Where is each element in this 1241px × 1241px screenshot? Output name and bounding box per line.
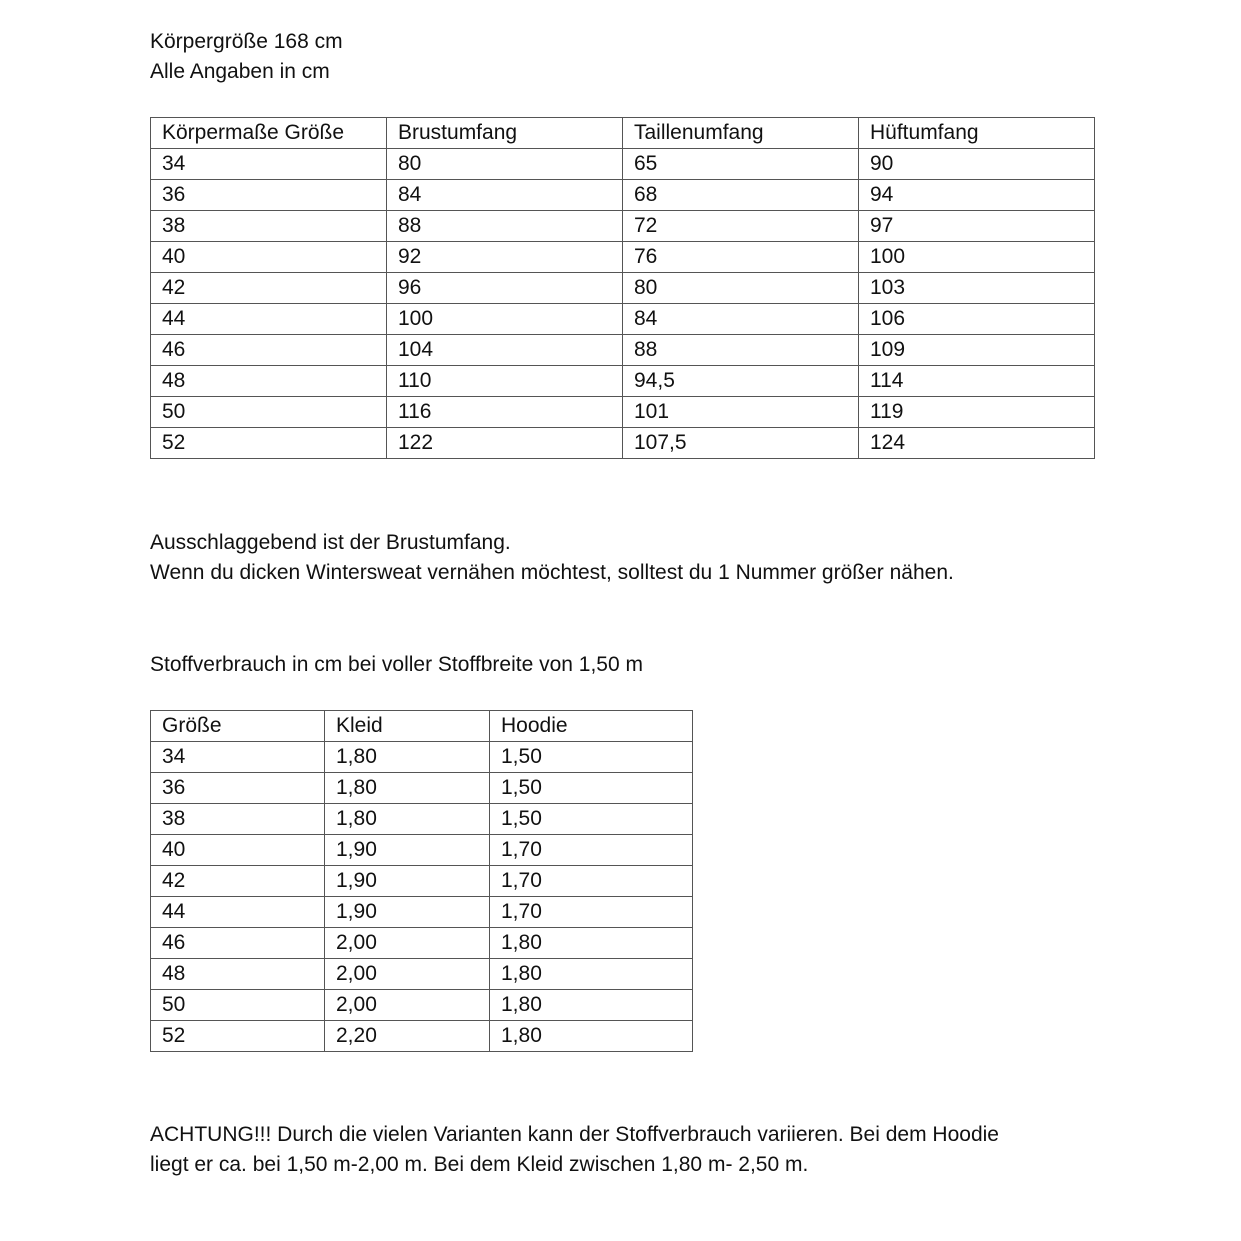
table-cell: 104 xyxy=(387,335,623,366)
table-cell: 1,80 xyxy=(325,742,490,773)
table-cell: 1,50 xyxy=(490,742,693,773)
table-cell: 1,70 xyxy=(490,835,693,866)
table-cell: 40 xyxy=(151,835,325,866)
table-cell: 1,90 xyxy=(325,835,490,866)
table-cell: 97 xyxy=(859,211,1095,242)
table-cell: 101 xyxy=(623,397,859,428)
table-cell: 40 xyxy=(151,242,387,273)
table-header-row xyxy=(151,711,693,742)
table-cell: 46 xyxy=(151,335,387,366)
table-row xyxy=(151,897,693,928)
table-cell: 38 xyxy=(151,211,387,242)
table-cell: 1,80 xyxy=(325,773,490,804)
table-row xyxy=(151,304,1095,335)
table-cell: 1,80 xyxy=(490,1021,693,1052)
table-cell: 107,5 xyxy=(623,428,859,459)
table-cell: 88 xyxy=(623,335,859,366)
winter-sweat-note: Wenn du dicken Wintersweat vernähen möchtest, solltest du 1 Nummer größer nähen. xyxy=(150,561,954,584)
table-cell: 84 xyxy=(623,304,859,335)
table-row xyxy=(151,804,693,835)
table-cell: 1,80 xyxy=(490,990,693,1021)
table-cell: 103 xyxy=(859,273,1095,304)
table-cell: 124 xyxy=(859,428,1095,459)
measurements-table xyxy=(150,117,1095,459)
table-cell: 48 xyxy=(151,959,325,990)
table-row xyxy=(151,742,693,773)
table-cell: 34 xyxy=(151,149,387,180)
table-cell: 2,00 xyxy=(325,928,490,959)
table-cell: 36 xyxy=(151,773,325,804)
table-cell: 68 xyxy=(623,180,859,211)
table-cell: 94,5 xyxy=(623,366,859,397)
table-row xyxy=(151,335,1095,366)
table-cell: 90 xyxy=(859,149,1095,180)
table-row xyxy=(151,242,1095,273)
table-cell: 50 xyxy=(151,990,325,1021)
table-cell: 100 xyxy=(387,304,623,335)
table-cell: 34 xyxy=(151,742,325,773)
decisive-note: Ausschlaggebend ist der Brustumfang. xyxy=(150,531,511,554)
table-cell: 52 xyxy=(151,1021,325,1052)
table-cell: 106 xyxy=(859,304,1095,335)
table-row xyxy=(151,1021,693,1052)
table-cell: 72 xyxy=(623,211,859,242)
table-cell: 42 xyxy=(151,273,387,304)
table-row xyxy=(151,180,1095,211)
table-row xyxy=(151,990,693,1021)
table-row xyxy=(151,928,693,959)
table-row xyxy=(151,397,1095,428)
table-cell: 38 xyxy=(151,804,325,835)
header-cell: Körpermaße Größe xyxy=(151,118,387,149)
table-cell: 48 xyxy=(151,366,387,397)
table-cell: 1,80 xyxy=(490,959,693,990)
table-cell: 80 xyxy=(387,149,623,180)
table-cell: 1,50 xyxy=(490,804,693,835)
table-cell: 1,90 xyxy=(325,866,490,897)
header-cell: Kleid xyxy=(325,711,490,742)
table-cell: 96 xyxy=(387,273,623,304)
table-row xyxy=(151,211,1095,242)
table-cell: 1,70 xyxy=(490,866,693,897)
table-cell: 1,90 xyxy=(325,897,490,928)
table-cell: 76 xyxy=(623,242,859,273)
table-cell: 100 xyxy=(859,242,1095,273)
header-cell: Brustumfang xyxy=(387,118,623,149)
table-row xyxy=(151,773,693,804)
table-cell: 92 xyxy=(387,242,623,273)
table-row xyxy=(151,835,693,866)
table-cell: 2,00 xyxy=(325,990,490,1021)
table-cell: 110 xyxy=(387,366,623,397)
table-cell: 109 xyxy=(859,335,1095,366)
table-cell: 1,80 xyxy=(325,804,490,835)
warning-line-1: ACHTUNG!!! Durch die vielen Varianten kann der Stoffverbrauch variieren. Bei dem Hoodie xyxy=(150,1123,999,1146)
warning-line-2: liegt er ca. bei 1,50 m-2,00 m. Bei dem Kleid zwischen 1,80 m- 2,50 m. xyxy=(150,1153,809,1176)
table-cell: 44 xyxy=(151,304,387,335)
table-cell: 36 xyxy=(151,180,387,211)
table-row xyxy=(151,428,1095,459)
fabric-usage-title: Stoffverbrauch in cm bei voller Stoffbreite von 1,50 m xyxy=(150,653,643,676)
table-cell: 2,00 xyxy=(325,959,490,990)
table-cell: 84 xyxy=(387,180,623,211)
table-cell: 122 xyxy=(387,428,623,459)
table-cell: 1,80 xyxy=(490,928,693,959)
table-cell: 80 xyxy=(623,273,859,304)
header-cell: Hoodie xyxy=(490,711,693,742)
table-cell: 42 xyxy=(151,866,325,897)
table-row xyxy=(151,273,1095,304)
header-cell: Taillenumfang xyxy=(623,118,859,149)
table-cell: 52 xyxy=(151,428,387,459)
table-row xyxy=(151,866,693,897)
table-cell: 1,50 xyxy=(490,773,693,804)
header-cell: Hüftumfang xyxy=(859,118,1095,149)
table-cell: 1,70 xyxy=(490,897,693,928)
table-row xyxy=(151,366,1095,397)
table-row xyxy=(151,149,1095,180)
header-cell: Größe xyxy=(151,711,325,742)
units-note: Alle Angaben in cm xyxy=(150,60,330,83)
table-cell: 116 xyxy=(387,397,623,428)
fabric-usage-table xyxy=(150,710,693,1052)
table-cell: 46 xyxy=(151,928,325,959)
table-cell: 44 xyxy=(151,897,325,928)
table-cell: 50 xyxy=(151,397,387,428)
table-cell: 2,20 xyxy=(325,1021,490,1052)
height-note: Körpergröße 168 cm xyxy=(150,30,343,53)
table-row xyxy=(151,959,693,990)
table-header-row xyxy=(151,118,1095,149)
table-cell: 119 xyxy=(859,397,1095,428)
table-cell: 88 xyxy=(387,211,623,242)
table-cell: 65 xyxy=(623,149,859,180)
table-cell: 94 xyxy=(859,180,1095,211)
table-cell: 114 xyxy=(859,366,1095,397)
